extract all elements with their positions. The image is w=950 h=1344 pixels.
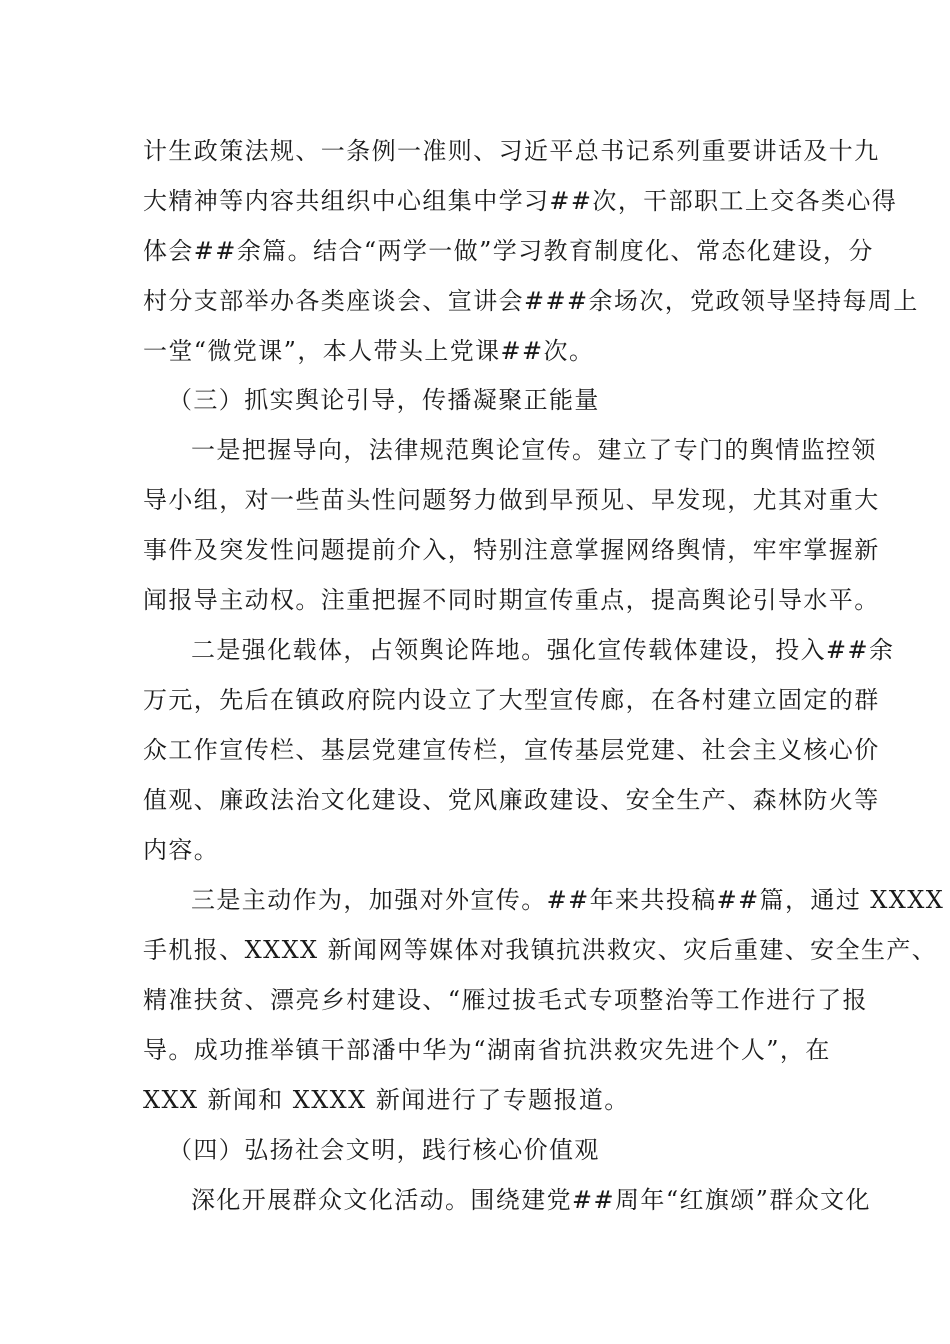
body-text-line: 值观、廉政法治文化建设、党风廉政建设、安全生产、森林防火等 — [143, 786, 880, 814]
body-text-line: 导。成功推举镇干部潘中华为“湖南省抗洪救灾先进个人”，在 — [143, 1036, 831, 1064]
body-text-line: 体会##余篇。结合“两学一做”学习教育制度化、常态化建设，分 — [143, 237, 874, 265]
body-text-line: 导小组，对一些苗头性问题努力做到早预见、早发现，尤其对重大 — [143, 486, 880, 514]
body-text-line: 二是强化载体，占领舆论阵地。强化宣传载体建设，投入##余 — [191, 636, 895, 664]
body-text-line: 事件及突发性问题提前介入，特别注意掌握网络舆情，牢牢掌握新 — [143, 536, 880, 564]
body-text-line: 一是把握导向，法律规范舆论宣传。建立了专门的舆情监控领 — [191, 436, 877, 464]
body-text-line: 大精神等内容共组织中心组集中学习##次，干部职工上交各类心得 — [143, 187, 898, 215]
body-text-line: 闻报导主动权。注重把握不同时期宣传重点，提高舆论引导水平。 — [143, 586, 880, 614]
body-text-line: 深化开展群众文化活动。围绕建党##周年“红旗颂”群众文化 — [191, 1186, 871, 1214]
body-text-line: 万元，先后在镇政府院内设立了大型宣传廊，在各村建立固定的群 — [143, 686, 880, 714]
body-text-line: 内容。 — [143, 836, 220, 864]
section-heading-3: （三）抓实舆论引导，传播凝聚正能量 — [168, 386, 600, 414]
body-text-line: 手机报、XXXX 新闻网等媒体对我镇抗洪救灾、灾后重建、安全生产、 — [143, 936, 938, 964]
body-text-line: 计生政策法规、一条例一准则、习近平总书记系列重要讲话及十九 — [143, 137, 880, 165]
body-text-line: XXX 新闻和 XXXX 新闻进行了专题报道。 — [143, 1086, 630, 1114]
section-heading-4: （四）弘扬社会文明，践行核心价值观 — [168, 1136, 600, 1164]
body-text-line: 村分支部举办各类座谈会、宣讲会###余场次，党政领导坚持每周上 — [143, 287, 919, 315]
body-text-line: 三是主动作为，加强对外宣传。##年来共投稿##篇，通过 XXXX — [191, 886, 945, 914]
body-text-line: 一堂“微党课”，本人带头上党课##次。 — [143, 337, 595, 365]
body-text-line: 众工作宣传栏、基层党建宣传栏，宣传基层党建、社会主义核心价 — [143, 736, 880, 764]
body-text-line: 精准扶贫、漂亮乡村建设、“雁过拔毛式专项整治等工作进行了报 — [143, 986, 868, 1014]
